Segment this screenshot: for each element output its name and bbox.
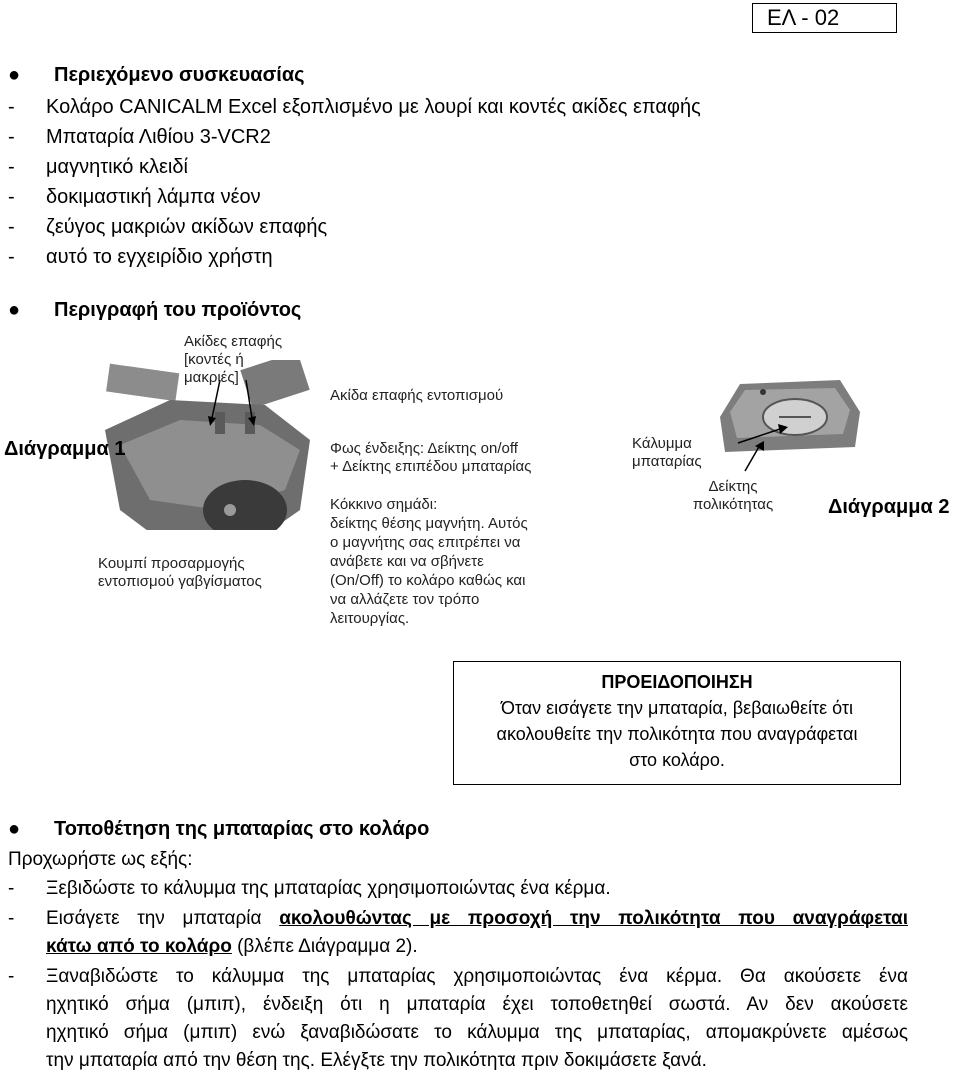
battery-step-2-line-2: κάτω από το κολάρο (βλέπε Διάγραμμα 2). — [46, 936, 418, 957]
warning-title: ΠΡΟΕΙΔΟΠΟΙΗΣΗ — [601, 672, 753, 692]
list-item: - ζεύγος μακριών ακίδων επαφής — [8, 216, 328, 238]
battery-step-2-line-1: Εισάγετε την μπαταρία ακολουθώντας με προσοχή την πολικότητα που αναγράφεται — [46, 908, 909, 929]
caption-bark-button: Κουμπί προσαρμογής εντοπισμού γαβγίσματος — [98, 555, 262, 590]
arrow-icon — [700, 415, 810, 475]
list-item: - Κολάρο CANICALM Excel εξοπλισμένο με λουρί και κοντές ακίδες επαφής — [8, 96, 701, 118]
caption-battery-cover: Κάλυμμα μπαταρίας — [632, 435, 702, 470]
step-dash: - — [8, 908, 15, 929]
caption-locate-probe: Ακίδα επαφής εντοπισμού — [330, 387, 504, 404]
battery-step-3: Ξαναβιδώστε το κάλυμμα της μπαταρίας χρησιμοποιώντας ένα κέρμα. Θα ακούσετε ένα ηχητικό σήμα (μπιπ), ένδειξη ότι η μπαταρία έχει τοποθετηθεί σωστά. Αν δεν ακούσετε ηχητικό σήμα (μπιπ) ενώ ξαναβιδώσατε το κάλυμμα της μπαταρίας, απομακρύνετε αμέσως την μπαταρία από την θέση της. Ελέγξτε την πολικότητα πριν δοκιμάσετε ξανά. — [46, 966, 908, 1071]
battery-step-1: Ξεβιδώστε το κάλυμμα της μπαταρίας χρησιμοποιώντας ένα κέρμα. — [46, 878, 611, 899]
caption-polarity: Δείκτης πολικότητας — [692, 478, 774, 513]
list-item: - μαγνητικό κλειδί — [8, 156, 188, 178]
caption-indicator-light: Φως ένδειξης: Δείκτης on/off + Δείκτης επιπέδου μπαταρίας — [330, 440, 532, 475]
page-number-badge: ΕΛ - 02 — [752, 3, 897, 33]
caption-probes: Ακίδες επαφής [κοντές ή μακριές] — [184, 333, 283, 386]
step-dash: - — [8, 878, 15, 899]
battery-intro: Προχωρήστε ως εξής: — [8, 849, 193, 870]
bullet-icon: ● — [8, 818, 21, 840]
list-item: - δοκιμαστική λάμπα νέον — [8, 186, 261, 208]
caption-red-dot: Κόκκινο σημάδι: δείκτης θέσης μαγνήτη. Αυτός ο μαγνήτης σας επιτρέπει να ανάβετε και να σβήνετε (On/Off) το κολάρο καθώς και να αλλάζετε τον τρόπο λειτουργίας. — [330, 496, 528, 627]
contents-heading: Περιεχόμενο συσκευασίας — [54, 64, 305, 86]
battery-heading: Τοποθέτηση της μπαταρίας στο κολάρο — [54, 818, 430, 840]
bullet-icon: ● — [8, 64, 21, 86]
diagram1-label: Διάγραμμα 1 — [4, 438, 126, 460]
contents-list — [8, 92, 808, 272]
warning-text: Όταν εισάγετε την μπαταρία, βεβαιωθείτε ότι ακολουθείτε την πολικότητα που αναγράφεται στο κολάρο. — [496, 698, 858, 770]
bullet-icon: ● — [8, 299, 21, 321]
list-item: - αυτό το εγχειρίδιο χρήστη — [8, 246, 273, 268]
description-heading: Περιγραφή του προϊόντος — [54, 299, 302, 321]
list-item: - Μπαταρία Λιθίου 3-VCR2 — [8, 126, 271, 148]
diagram2-label: Διάγραμμα 2 — [828, 496, 950, 518]
step-dash: - — [8, 966, 15, 987]
warning-box — [453, 661, 901, 785]
